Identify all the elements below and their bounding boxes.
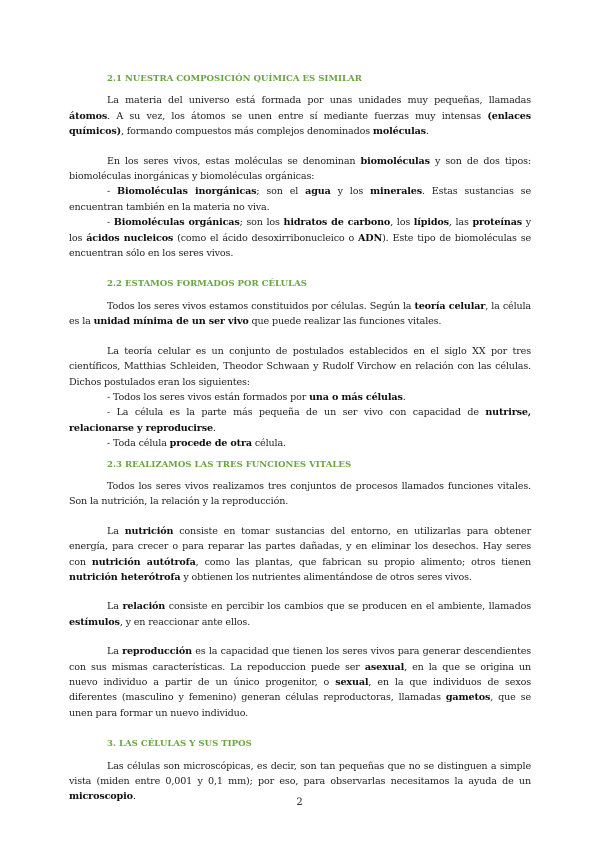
list-item-postulate-2: - La célula es la parte más pequeña de un ser vivo con capacidad de nutrirse, relacionarse y reproducirse.: [69, 407, 531, 434]
paragraph-cell-theory: La teoría celular es un conjunto de postulados establecidos en el siglo XX por tres científicos, Matthias Schleiden, Theodor Schwaan y Rudolf Virchow en relación con las células. Dichos postulados eran los siguientes:: [69, 345, 531, 388]
paragraph-biomolecules: En los seres vivos, estas moléculas se denominan biomoléculas y son de dos tipos: biomoléculas inorgánicas y biomoléculas orgánicas:: [69, 155, 532, 183]
list-item-postulate-1: - Todos los seres vivos están formados por una o más células.: [107, 391, 406, 403]
page-number: 2: [296, 797, 303, 808]
paragraph-vital-functions: Todos los seres vivos realizamos tres conjuntos de procesos llamados funciones vitales. Son la nutrición, la relación y la reproducción.: [69, 480, 531, 508]
section-heading-2-1: 2.1 NUESTRA COMPOSICIÓN QUÍMICA ES SIMILAR: [107, 74, 362, 84]
paragraph-reproduction: La reproducción es la capacidad que tienen los seres vivos para generar descendientes con sus mismas características. La repoduccion puede ser asexual, en la que se origina un nuevo individuo a partir de un único progenitor, o sexual, en la que individuos de sexos diferentes (masculino y femenino) generan células reproductoras, llamadas gametos, que se unen para formar un nuevo individuo.: [69, 646, 531, 719]
list-item-organic: - Biomoléculas orgánicas; son los hidratos de carbono, los lípidos, las proteínas y los ácidos nucleicos (como el ácido desoxirribonucleico o ADN). Este tipo de biomoléculas se encuentran sólo en los seres vivos.: [69, 217, 532, 260]
page-content: [69, 72, 531, 805]
section-heading-3: 3. LAS CÉLULAS Y SUS TIPOS: [107, 739, 252, 750]
paragraph-cell-theory-intro: Todos los seres vivos estamos constituidos por células. Según la teoría celular, la célula es la unidad mínima de un ser vivo que puede realizar las funciones vitales.: [69, 300, 532, 328]
list-item-inorganic: - Biomoléculas inorgánicas; son el agua y los minerales. Estas sustancias se encuentran también en la materia no viva.: [69, 186, 531, 213]
section-heading-2-2: 2.2 ESTAMOS FORMADOS POR CÉLULAS: [107, 279, 307, 290]
paragraph-microscopic-cells: Las células son microscópicas, es decir, son tan pequeñas que no se distinguen a simple vista (miden entre 0,001 y 0,1 mm); por eso, para observarlas necesitamos la ayuda de un microscopio.: [69, 760, 531, 803]
list-item-postulate-3: - Toda célula procede de otra célula.: [107, 438, 286, 450]
paragraph-nutrition: La nutrición consiste en tomar sustancias del entorno, en utilizarlas para obtener energía, para crecer o para reparar las partes dañadas, y en eliminar los desechos. Hay seres con nutrición autótrofa, como las plantas, que fabrican su propio alimento; otros tienen nutrición heterótrofa y obtienen los nutrientes alimentándose de otros seres vivos.: [69, 525, 532, 583]
paragraph-atoms: La materia del universo está formada por unas unidades muy pequeñas, llamadas átomos. A su vez, los átomos se unen entre sí mediante fuerzas muy intensas (enlaces químicos), formando compuestos más complejos denominados moléculas.: [69, 95, 531, 138]
section-heading-2-3: 2.3 REALIZAMOS LAS TRES FUNCIONES VITALES: [107, 459, 352, 470]
paragraph-relation: La relación consiste en percibir los cambios que se producen en el ambiente, llamados estímulos, y en reaccionar ante ellos.: [69, 601, 531, 628]
